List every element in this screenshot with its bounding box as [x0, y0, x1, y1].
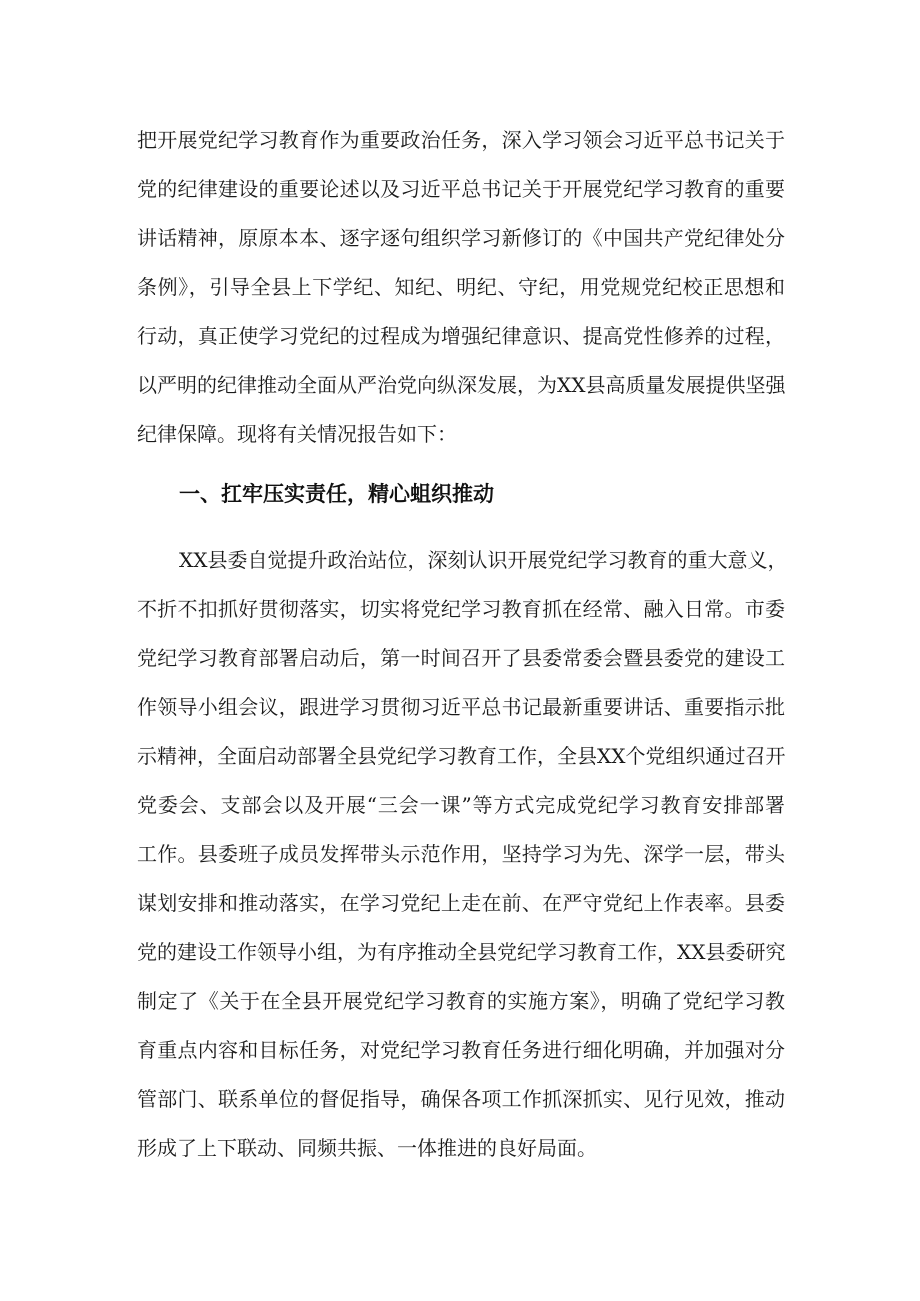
section-paragraph — [137, 536, 788, 1173]
section-line: 党纪学习教育部署启动后，第一时间召开了县委常委会暨县委党的建设工 — [137, 646, 785, 670]
intro-line: 党的纪律建设的重要论述以及习近平总书记关于开展党纪学习教育的重要 — [137, 177, 785, 201]
intro-line: 讲话精神，原原本本、逐字逐句组织学习新修订的《中国共产党纪律处分 — [137, 226, 785, 250]
section-heading: 一、扛牢压实责任，精心蛆织推动 — [179, 482, 494, 506]
intro-line: 行动，真正使学习党纪的过程成为增强纪律意识、提高党性修养的过程， — [137, 324, 785, 348]
section-line: 谋划安排和推动落实，在学习党纪上走在前、在严守党纪上作表率。县委 — [137, 891, 785, 915]
intro-line: 以严明的纪律推动全面从严治党向纵深发展，为XX县高质量发展提供坚强 — [137, 373, 786, 397]
intro-line: 纪律保障。现将有关情况报告如下： — [137, 422, 457, 446]
section-line: 形成了上下联动、同频共振、一体推进的良好局面。 — [137, 1136, 597, 1160]
section-line: 党委会、支部会以及开展“三会一课”等方式完成党纪学习教育安排部署 — [137, 793, 785, 817]
section-line: 党的建设工作领导小组，为有序推动全县党纪学习教育工作，XX县委研究 — [137, 940, 786, 964]
section-line: 制定了《关于在全县开展党纪学习教育的实施方案》，明确了党纪学习教 — [137, 989, 785, 1013]
section-line: 管部门、联系单位的督促指导，确保各项工作抓深抓实、见行见效，推动 — [137, 1087, 785, 1111]
section-line: 不折不扣抓好贯彻落实，切实将党纪学习教育抓在经常、融入日常。市委 — [137, 597, 785, 621]
section-line: 示精神，全面启动部署全县党纪学习教育工作，全县XX个党组织通过召开 — [137, 744, 786, 768]
intro-line: 把开展党纪学习教育作为重要政治任务，深入学习领会习近平总书记关于 — [137, 128, 785, 152]
section-line: 育重点内容和目标任务，对党纪学习教育任务进行细化明确，并加强对分 — [137, 1038, 785, 1062]
section-line: XX县委自觉提升政治站位，深刻认识开展党纪学习教育的重大意义， — [179, 548, 788, 572]
intro-paragraph — [137, 116, 785, 459]
section-line: 作领导小组会议，跟进学习贯彻习近平总书记最新重要讲话、重要指示批 — [137, 695, 785, 719]
intro-line: 条例》，引导全县上下学纪、知纪、明纪、守纪，用党规党纪校正思想和 — [137, 275, 785, 299]
section-line: 工作。县委班子成员发挥带头示范作用，坚持学习为先、深学一层，带头 — [137, 842, 785, 866]
